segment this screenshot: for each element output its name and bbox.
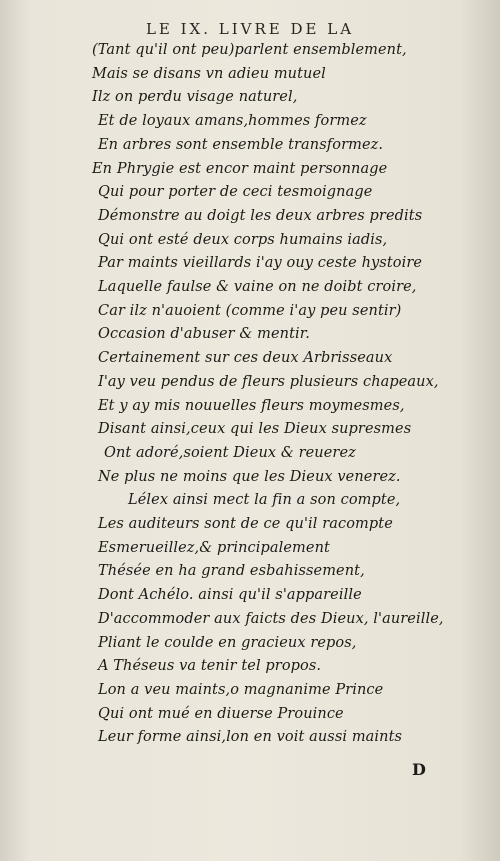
verse-line: Occasion d'abuser & mentir. xyxy=(98,326,310,343)
verse-line: Démonstre au doigt les deux arbres predits xyxy=(98,207,423,224)
catchword: D xyxy=(412,760,426,779)
verse-line: Qui ont esté deux corps humains iadis, xyxy=(98,231,388,248)
verse-line: Ont adoré,soient Dieux & reuerez xyxy=(104,444,356,461)
verse-line: Car ilz n'auoient (comme i'ay peu sentir) xyxy=(98,302,402,319)
verse-line: Leur forme ainsi,lon en voit aussi maints xyxy=(98,729,403,746)
verse-line: Lélex ainsi mect la fin a son compte, xyxy=(128,492,401,509)
verse-line: Laquelle faulse & vaine on ne doibt croire, xyxy=(98,279,417,295)
verse-line: En Phrygie est encor maint personnage xyxy=(92,160,388,177)
verse-line: Dont Achélo. ainsi qu'il s'appareille xyxy=(98,587,362,604)
verse-line: A Théseus va tenir tel propos. xyxy=(98,658,322,675)
verse-line: Mais se disans vn adieu mutuel xyxy=(92,65,326,82)
verse-line: I'ay veu pendus de fleurs plusieurs chapeaux, xyxy=(98,373,439,390)
verse-line: D'accommoder aux faicts des Dieux, l'aureille, xyxy=(98,610,444,627)
verse-line: En arbres sont ensemble transformez. xyxy=(98,136,384,153)
verse-line: Les auditeurs sont de ce qu'il racompte xyxy=(98,516,393,532)
verse-line: Esmerueillez,& principalement xyxy=(98,539,330,556)
verse-line: Par maints vieillards i'ay ouy ceste hystoire xyxy=(98,255,423,272)
running-head: LE IX. LIVRE DE LA xyxy=(145,20,355,38)
verse-line: Ne plus ne moins que les Dieux venerez. xyxy=(98,468,401,485)
verse-line: Thésée en ha grand esbahissement, xyxy=(98,563,365,580)
verse-line: Qui pour porter de ceci tesmoignage xyxy=(98,184,373,201)
verse-line: Pliant le coulde en gracieux repos, xyxy=(98,634,357,651)
verse-line: Et y ay mis nouuelles fleurs moymesmes, xyxy=(98,397,405,414)
verse-line: Ilz on perdu visage naturel, xyxy=(92,89,298,106)
verse-line: Disant ainsi,ceux qui les Dieux supresmes xyxy=(98,421,412,438)
verse-line: Qui ont mué en diuerse Prouince xyxy=(98,705,344,722)
verse-line: Certainement sur ces deux Arbrisseaux xyxy=(98,350,393,367)
verse-line: Lon a veu maints,o magnanime Prince xyxy=(98,681,384,698)
verse-line: (Tant qu'il ont peu)parlent ensemblement, xyxy=(92,42,407,58)
verse-line: Et de loyaux amans,hommes formez xyxy=(98,113,367,130)
